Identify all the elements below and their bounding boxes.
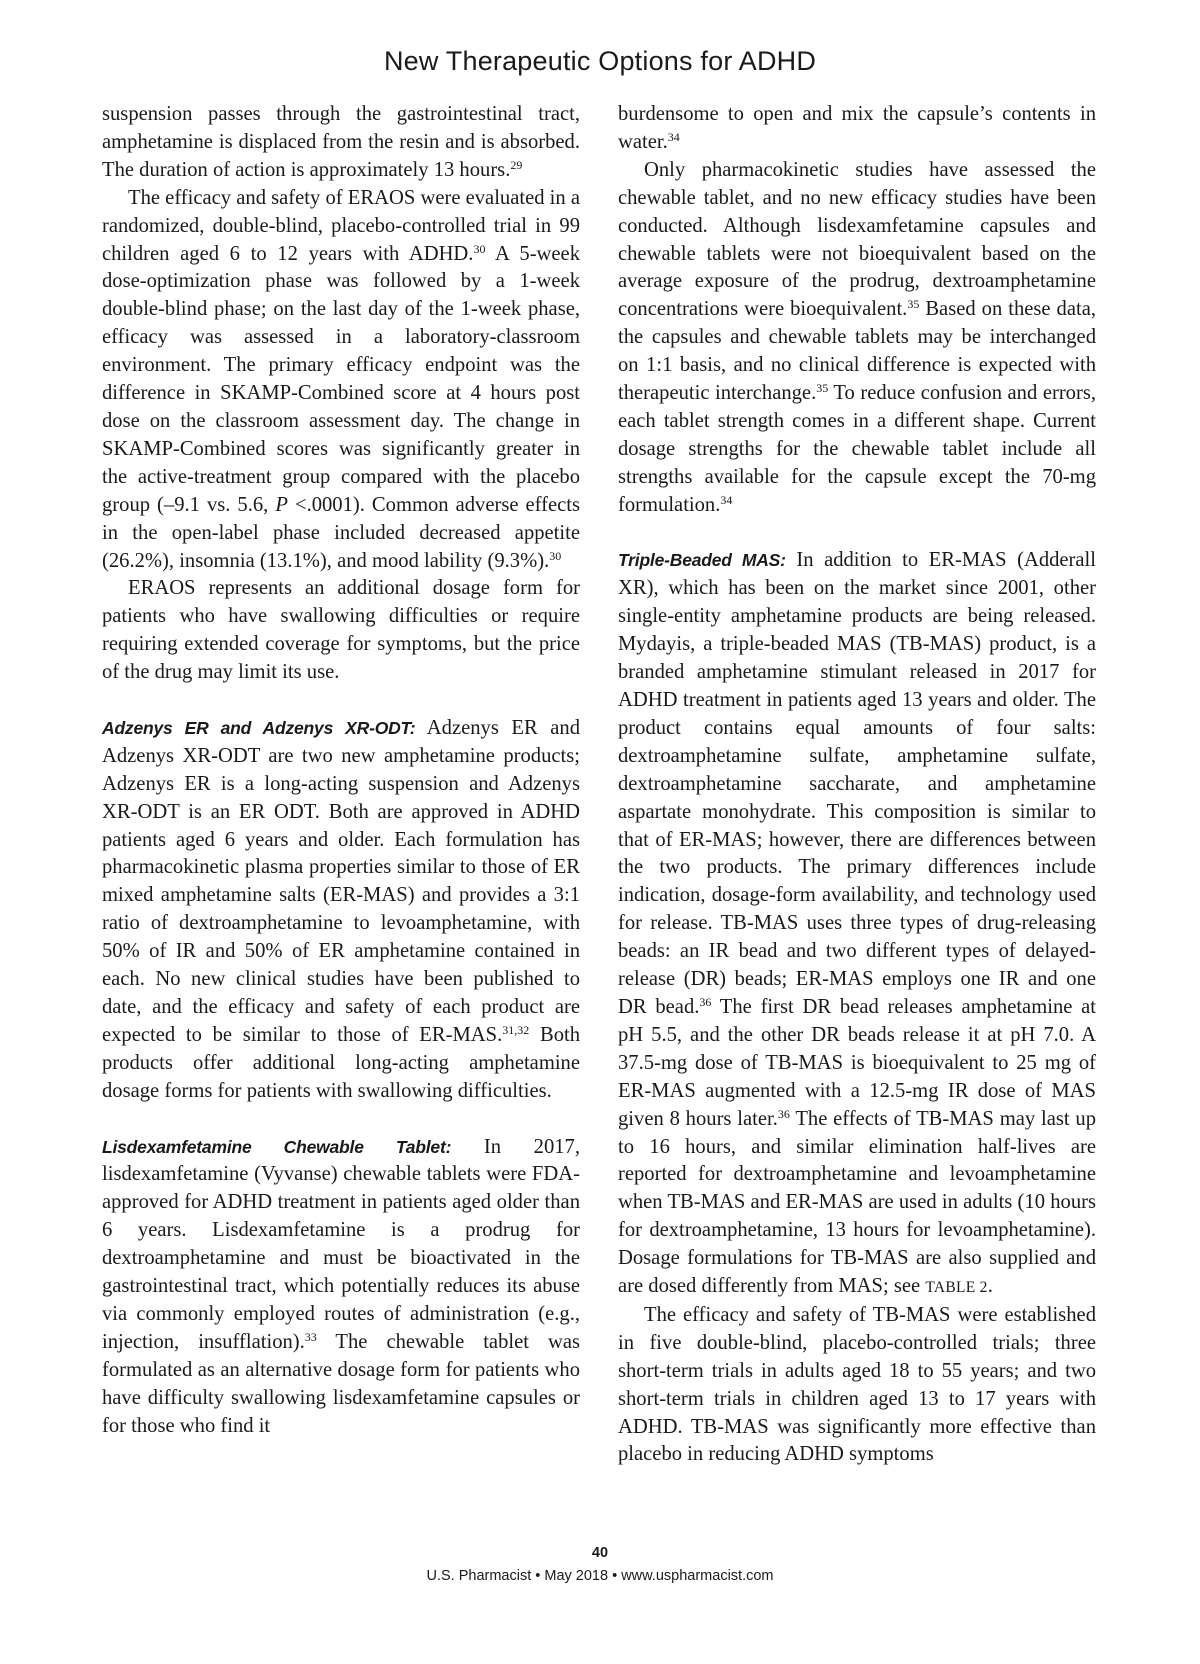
left-paragraph-3: ERAOS represents an additional dosage form for patients who have swallowing difficulties or require requiring extended coverage for symptoms, but the price of the drug may limit its use. (102, 577, 580, 684)
citation: 30 (549, 548, 562, 563)
citation: 35 (907, 297, 920, 312)
running-title: New Therapeutic Options for ADHD (383, 46, 817, 76)
right-paragraph-4: The efficacy and safety of TB-MAS were established in five double-blind, placebo-controlled trials; three short-term trials in adults aged 18 to 55 years; and two short-term trials in children aged 13 to 17 years with ADHD. TB-MAS was significantly more effective than placebo in reducing ADHD symptoms (618, 1303, 1096, 1466)
section-lisdexamfetamine: Lisdexamfetamine Chewable Tablet: In 2017, lisdexamfetamine (Vyvanse) chewable tablets were FDA-approved for ADHD treatment in patients aged older than 6 years. Lisdexamfetamine is a prodrug for dextroamphetamine and must be bioactivated in the gastrointestinal tract, which potentially reduces its abuse via commonly employed routes of administration (e.g., injection, insufflation).$^{33}$ The chewable tablet was formulated as an alternative dosage form for patients who have difficulty swallowing lisdexamfetamine capsules or for those who find it (102, 1135, 580, 1437)
section-triple-beaded-mas: Triple-Beaded MAS: In addition to ER-MAS (Adderall XR), which has been on the market since 2001, other single-entity amphetamine products are being released. Mydayis, a triple-beaded MAS (TB-MAS) product, is a branded amphetamine stimulant released in 2017 for ADHD treatment in patients aged 13 years and older. The product contains equal amounts of four salts: dextroamphetamine sulfate, amphetamine sulfate, dextroamphetamine saccharate, and amphetamine aspartate monohydrate. This composition is similar to that of ER-MAS; however, there are differences between the two products. The primary differences include indication, dosage-form availability, and technology used for release. TB-MAS uses three types of drug-releasing beads: an IR bead and two different types of delayed-release (DR) beads; ER-MAS employs one IR and one DR bead.$^{36}$ The first DR bead releases amphetamine at pH 5.5, and the other DR beads release it at pH 7.0. A 37.5-mg dose of TB-MAS is bioequivalent to 25 mg of ER-MAS augmented with a 12.5-mg IR dose of MAS given 8 hours later.$^{36}$ The effects of TB-MAS may last up to 16 hours, and similar elimination half-lives are reported for dextroamphetamine and levoamphetamine when TB-MAS and ER-MAS are used in adults (10 hours for dextroamphetamine, 13 hours for levoamphetamine). Dosage formulations for TB-MAS are also supplied and are dosed differently from MAS; see TABLE 2. (618, 549, 1097, 1298)
citation: 36 (699, 994, 712, 1009)
section-heading: Lisdexamfetamine Chewable Tablet: (102, 1136, 452, 1157)
citation: 36 (777, 1106, 790, 1121)
right-paragraph-2: Only pharmacokinetic studies have assessed the chewable tablet, and no new efficacy studies have been conducted. Although lisdexamfetamine capsules and chewable tablets were not bioequivalent based on the average exposure of the prodrug, dextroamphetamine concentrations were bioequivalent.$^{35}$ Based on these data, the capsules and chewable tablets may be interchanged on 1:1 basis, and no clinical difference is expected with therapeutic interchange.$^{35}$ To reduce confusion and errors, each tablet strength comes in a different shape. Current dosage strengths for the chewable tablet include all strengths available for the capsule except the 70-mg formulation.$^{34}$ (618, 158, 1096, 516)
left-paragraph-1: suspension passes through the gastrointestinal tract, amphetamine is displaced from the resin and is absorbed. The duration of action is approximately 13 hours.$^{29}$ (102, 103, 580, 181)
section-heading: Triple-Beaded MAS: (618, 550, 786, 571)
citation: 34 (667, 129, 680, 144)
citation: 29 (510, 157, 523, 172)
left-column (102, 101, 580, 1440)
citation: 30 (473, 241, 486, 256)
right-paragraph-1: burdensome to open and mix the capsule’s contents in water.$^{34}$ (618, 103, 1096, 153)
page-number: 40 (591, 1545, 609, 1561)
table-reference[interactable]: TABLE 2 (925, 1279, 988, 1297)
section-adzenys: Adzenys ER and Adzenys XR-ODT: Adzenys ER and Adzenys XR-ODT are two new amphetamine products; Adzenys ER is a long-acting suspension and Adzenys XR-ODT is an ER ODT. Both are approved in ADHD patients aged 6 years and older. Each formulation has pharmacokinetic plasma properties similar to those of ER mixed amphetamine salts (ER-MAS) and provides a 3:1 ratio of dextroamphetamine to levoamphetamine, with 50% of IR and 50% of ER amphetamine contained in each. No new clinical studies have been published to date, and the efficacy and safety of each product are expected to be similar to those of ER-MAS.$^{31,32}$ Both products offer additional long-acting amphetamine dosage forms for patients with swallowing difficulties. (102, 716, 581, 1102)
citation: 33 (304, 1329, 317, 1344)
right-column (618, 101, 1096, 1469)
citation: 34 (720, 492, 733, 507)
footer-publication: U.S. Pharmacist • May 2018 • www.uspharmacist.com (426, 1568, 774, 1584)
citation: 35 (816, 381, 829, 396)
citation: 31,32 (502, 1022, 530, 1037)
section-heading: Adzenys ER and Adzenys XR-ODT: (102, 717, 416, 738)
left-paragraph-2: The efficacy and safety of ERAOS were evaluated in a randomized, double-blind, placebo-controlled trial in 99 children aged 6 to 12 years with ADHD.$^{30}$ A 5-week dose-optimization phase was followed by a 1-week double-blind phase; on the last day of the 1-week phase, efficacy was assessed in a laboratory-classroom environment. The primary efficacy endpoint was the difference in SKAMP-Combined score at 4 hours post dose on the classroom assessment day. The change in SKAMP-Combined scores was significantly greater in the active-treatment group compared with the placebo group (–9.1 vs. 5.6, P <.0001). Common adverse effects in the open-label phase included decreased appetite (26.2%), insomnia (13.1%), and mood lability (9.3%).$^{30}$ (102, 186, 580, 572)
